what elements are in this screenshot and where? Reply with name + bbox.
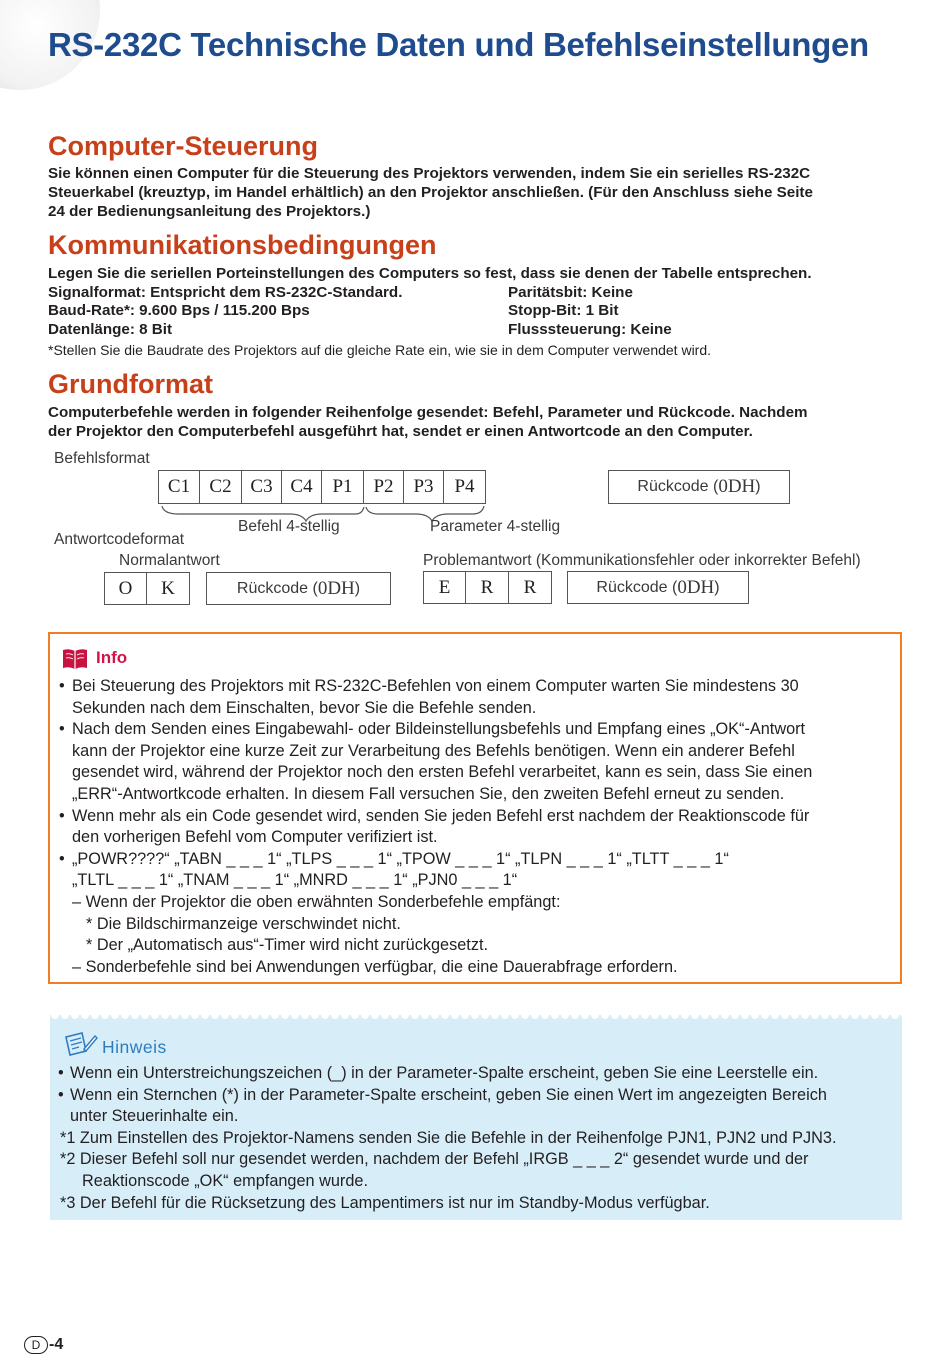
condition-baud-rate: Baud-Rate*: 9.600 Bps / 115.200 Bps bbox=[48, 302, 310, 319]
page-number-value: -4 bbox=[49, 1336, 64, 1353]
text-line: 24 der Bedienungsanleitung des Projektors.) bbox=[48, 203, 371, 220]
return-code-prefix: Rückcode ( bbox=[637, 478, 719, 495]
normal-response-cells bbox=[104, 572, 190, 605]
parameter-cell: P1 bbox=[322, 470, 364, 504]
condition-data-length: Datenlänge: 8 Bit bbox=[48, 321, 173, 338]
condition-stop-bit: Stopp-Bit: 1 Bit bbox=[508, 302, 619, 319]
error-return-code-box bbox=[567, 571, 749, 604]
return-code-value: 0DH bbox=[677, 576, 715, 598]
section-heading-basic-format: Grundformat bbox=[48, 369, 213, 399]
info-dash-item: – Sonderbefehle sind bei Anwendungen verfügbar, die eine Dauerabfrage erfordern. bbox=[72, 957, 678, 976]
parameter-cell: P4 bbox=[444, 470, 486, 504]
text-line: den vorherigen Befehl vom Computer verifiziert ist. bbox=[72, 828, 438, 847]
hint-note: *3 Der Befehl für die Rücksetzung des Lampentimers ist nur im Standby-Modus verfügbar. bbox=[60, 1193, 710, 1212]
text-line: Reaktionscode „OK“ empfangen wurde. bbox=[82, 1171, 368, 1190]
info-content bbox=[50, 676, 894, 978]
bullet-dot: • bbox=[59, 806, 65, 825]
parameter-cell: P3 bbox=[404, 470, 444, 504]
hint-bullet-item bbox=[50, 1063, 898, 1085]
scallop-edge bbox=[50, 1015, 902, 1023]
command-cell: C2 bbox=[200, 470, 242, 504]
command-cell: C1 bbox=[158, 470, 200, 504]
parameter-cell: P2 bbox=[364, 470, 404, 504]
text-line: Wenn ein Sternchen (*) in der Parameter-Spalte erscheint, geben Sie einen Wert im angezeigten Bereich bbox=[70, 1085, 827, 1104]
computer-control-paragraph bbox=[48, 164, 900, 221]
bullet-dot: • bbox=[58, 1085, 64, 1104]
info-bullet-item bbox=[50, 806, 894, 849]
text-line: Wenn mehr als ein Code gesendet wird, senden Sie jeden Befehl erst nachdem der Reaktionscode für bbox=[72, 806, 810, 825]
text-line: „ERR“-Antwortkcode erhalten. In diesem Fall versuchen Sie, den zweiten Befehl erneut zu senden. bbox=[72, 784, 785, 803]
return-code-suffix: ) bbox=[714, 578, 720, 596]
info-bullet-item bbox=[50, 849, 894, 892]
return-code-suffix: ) bbox=[354, 579, 361, 597]
info-title: Info bbox=[96, 648, 128, 667]
return-code-prefix: Rückcode ( bbox=[596, 578, 678, 596]
text-line: Wenn ein Unterstreichungszeichen (_) in der Parameter-Spalte erscheint, geben Sie eine Leerstelle ein. bbox=[70, 1064, 819, 1082]
response-format-label: Antwortcodeformat bbox=[54, 531, 185, 548]
text-line: Sekunden nach dem Einschalten, bevor Sie die Befehle senden. bbox=[72, 698, 537, 717]
text-line: Bei Steuerung des Projektors mit RS-232C-Befehlen von einem Computer warten Sie mindestens 30 bbox=[72, 677, 799, 695]
communication-intro: Legen Sie die seriellen Porteinstellungen des Computers so fest, dass sie denen der Tabelle entsprechen. bbox=[48, 265, 812, 282]
open-book-icon bbox=[61, 647, 89, 671]
response-cell: K bbox=[147, 572, 190, 605]
parameter-brace-label: Parameter 4-stellig bbox=[430, 518, 561, 535]
problem-response-label: Problemantwort (Kommunikationsfehler oder inkorrekter Befehl) bbox=[423, 552, 861, 569]
hint-note: *1 Zum Einstellen des Projektor-Namens senden Sie die Befehle in der Reihenfolge PJN1, PJN2 und PJN3. bbox=[60, 1128, 837, 1147]
text-line: Sie können einen Computer für die Steuerung des Projektors verwenden, indem Sie ein serielles RS-232C bbox=[48, 165, 811, 182]
text-line: „POWR????“ „TABN _ _ _ 1“ „TLPS _ _ _ 1“ „TPOW _ _ _ 1“ „TLPN _ _ _ 1“ „TLTT _ _ _ 1“ bbox=[72, 849, 729, 868]
condition-parity: Paritätsbit: Keine bbox=[508, 284, 633, 301]
text-line: kann der Projektor eine kurze Zeit zur Verarbeitung des Befehls benötigen. Wenn ein anderer Befehl bbox=[72, 741, 795, 760]
section-heading-communication: Kommunikationsbedingungen bbox=[48, 230, 437, 260]
return-code-prefix: Rückcode ( bbox=[236, 579, 318, 597]
baud-rate-footnote: *Stellen Sie die Baudrate des Projektors auf die gleiche Rate ein, wie sie in dem Computer verwendet wird. bbox=[48, 342, 712, 358]
page-title: RS-232C Technische Daten und Befehlseinstellungen bbox=[48, 26, 869, 63]
normal-response-label: Normalantwort bbox=[119, 552, 220, 569]
hint-content bbox=[50, 1063, 898, 1214]
text-line: *2 Dieser Befehl soll nur gesendet werden, nachdem der Befehl „IRGB _ _ _ 2“ gesendet wurde und der bbox=[60, 1150, 809, 1169]
hint-note bbox=[50, 1149, 898, 1192]
info-star-item: * Der „Automatisch aus“-Timer wird nicht zurückgesetzt. bbox=[86, 936, 489, 955]
text-line: „TLTL _ _ _ 1“ „TNAM _ _ _ 1“ „MNRD _ _ _ 1“ „PJN0 _ _ _ 1“ bbox=[72, 871, 518, 890]
text-line: Computerbefehle werden in folgender Reihenfolge gesendet: Befehl, Parameter und Rückcode. Nachdem bbox=[48, 404, 808, 421]
text-line: unter Steuerinhalte ein. bbox=[70, 1107, 239, 1126]
bullet-dot: • bbox=[58, 1064, 64, 1082]
response-cell: O bbox=[104, 572, 147, 605]
error-response-cells bbox=[423, 571, 552, 604]
bullet-dot: • bbox=[59, 677, 65, 695]
condition-flow-control: Flusssteuerung: Keine bbox=[508, 321, 672, 338]
text-line: Nach dem Senden eines Eingabewahl- oder Bildeinstellungsbefehls und Empfang eines „OK“-Antwort bbox=[72, 720, 806, 739]
response-cell: E bbox=[423, 571, 466, 604]
command-cells bbox=[158, 470, 486, 504]
hint-title: Hinweis bbox=[102, 1037, 167, 1057]
text-line: der Projektor den Computerbefehl ausgeführt hat, sendet er einen Antwortcode an den Computer. bbox=[48, 423, 753, 440]
response-cell: R bbox=[466, 571, 509, 604]
return-code-value: 0DH bbox=[718, 476, 756, 497]
response-cell: R bbox=[509, 571, 552, 604]
basic-format-paragraph bbox=[48, 403, 900, 441]
command-cell: C3 bbox=[242, 470, 282, 504]
command-return-code-box bbox=[608, 470, 790, 504]
return-code-suffix: ) bbox=[755, 478, 761, 495]
condition-signal-format: Signalformat: Entspricht dem RS-232C-Standard. bbox=[48, 284, 403, 301]
hint-bullet-item bbox=[50, 1085, 898, 1128]
command-brace-label: Befehl 4-stellig bbox=[238, 518, 340, 535]
info-dash-item: – Wenn der Projektor die oben erwähnten Sonderbefehle empfängt: bbox=[72, 892, 561, 911]
return-code-value: 0DH bbox=[317, 577, 355, 599]
info-box bbox=[48, 632, 902, 984]
page-number bbox=[24, 1336, 63, 1354]
pencil-note-icon bbox=[62, 1029, 98, 1059]
section-heading-computer-control: Computer-Steuerung bbox=[48, 131, 318, 161]
info-star-item: * Die Bildschirmanzeige verschwindet nicht. bbox=[86, 914, 401, 933]
text-line: gesendet wird, während der Projektor noch den ersten Befehl verarbeitet, kann es sein, dass Sie einen bbox=[72, 763, 813, 782]
hint-box bbox=[50, 1015, 902, 1220]
normal-return-code-box bbox=[206, 572, 391, 605]
page-letter-badge: D bbox=[24, 1336, 48, 1354]
info-bullet-item bbox=[50, 719, 894, 805]
info-bullet-item bbox=[50, 676, 894, 719]
bullet-dot: • bbox=[59, 720, 65, 739]
command-format-label: Befehlsformat bbox=[54, 450, 150, 467]
bullet-dot: • bbox=[59, 849, 65, 868]
command-cell: C4 bbox=[282, 470, 322, 504]
text-line: Steuerkabel (kreuztyp, im Handel erhältlich) an den Projektor anschließen. (Für den Anschluss siehe Seite bbox=[48, 184, 813, 201]
